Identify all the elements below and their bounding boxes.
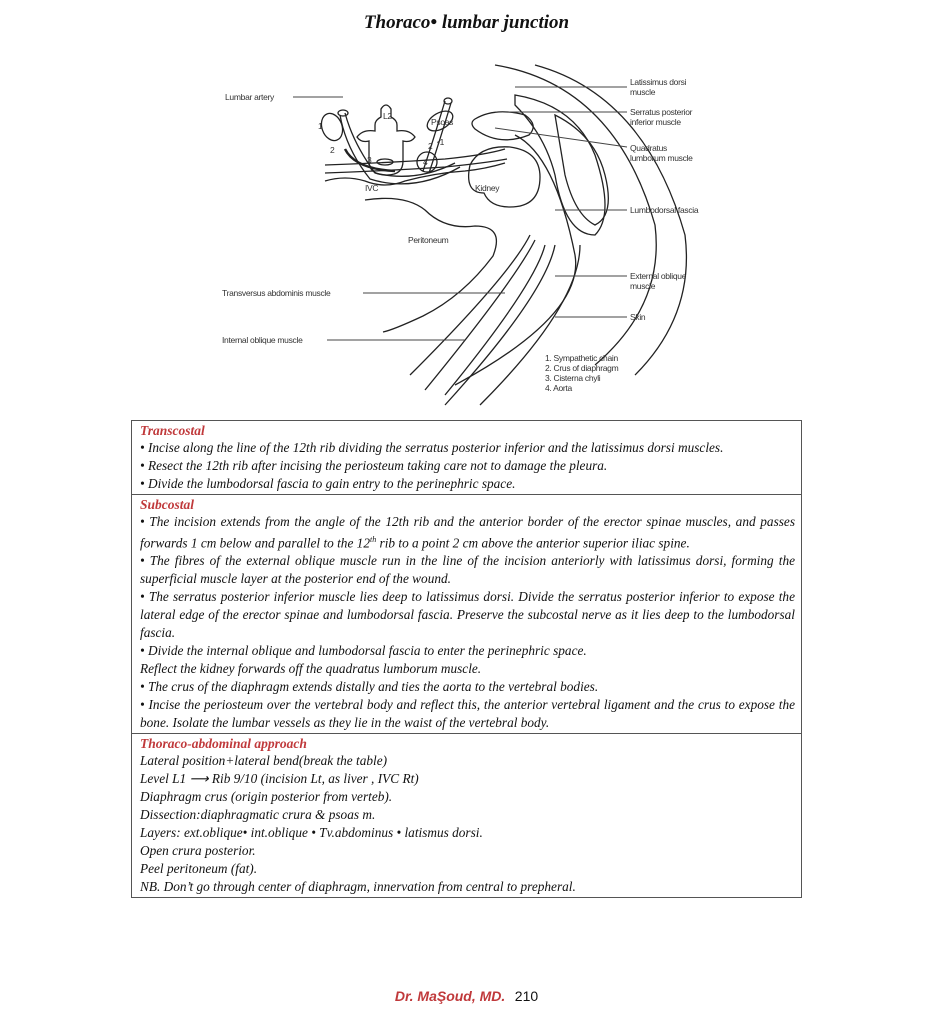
kidney-shape <box>469 147 540 207</box>
page-title: Thoraco• lumbar junction <box>363 12 570 33</box>
legend-item: 2. Crus of diaphragm <box>545 363 619 373</box>
label-quadratus-2: lumborum muscle <box>630 153 693 163</box>
label-n3: 3 <box>367 155 372 165</box>
page-number: 210 <box>514 988 539 1004</box>
bullet-line: • Divide the lumbodorsal fascia to gain entry to the perinephric space. <box>140 476 516 491</box>
text-line: Reflect the kidney forwards off the quadratus lumborum muscle. <box>140 661 482 677</box>
text-line: Dissection:diaphragmatic crura & psoas m. <box>140 807 376 823</box>
text-line: Open crura posterior. <box>140 843 256 859</box>
label-psoas: Psoas <box>431 117 454 127</box>
author-name: Dr. MaŞoud, MD. <box>394 988 506 1004</box>
label-peritoneum: Peritoneum <box>408 235 449 245</box>
bullet-line: • Resect the 12th rib after incising the periosteum taking care not to damage the pleura. <box>140 458 608 473</box>
section-heading: Subcostal <box>140 497 195 512</box>
section-heading: Transcostal <box>140 423 205 438</box>
label-n1b: •1 <box>437 137 445 147</box>
label-lumbar-artery: Lumbar artery <box>225 92 275 102</box>
label-latissimus: Latissimus dorsi <box>630 77 687 87</box>
label-kidney: Kidney <box>475 183 500 193</box>
label-n1: 1 <box>318 121 323 131</box>
text-line: Layers: ext.oblique• int.oblique • Tv.abdominus • latismus dorsi. <box>140 825 483 841</box>
bullet-line: • Incise the periosteum over the vertebral body and reflect this, the anterior vertebral ligament and the crus to expose the bone. Isolate the lumbar vessels as they lie in the waist of the vertebral body. <box>140 697 795 731</box>
legend-item: 1. Sympathetic chain <box>545 353 618 363</box>
approach-table <box>131 420 802 898</box>
label-serratus-2: inferior muscle <box>630 117 681 127</box>
bullet-line: • Divide the internal oblique and lumbodorsal fascia to enter the perinephric space. <box>140 643 587 659</box>
page-footer <box>0 988 933 1006</box>
label-skin: Skin <box>630 312 646 322</box>
cross-section-illustration <box>215 55 735 415</box>
superscript: th <box>369 535 377 544</box>
label-ivc: IVC <box>365 183 379 193</box>
text-run: • The incision extends from the angle of the 12th rib and the anterior border of the erector spinae muscles, and passes forwards 1 cm below and parallel to the 12 <box>140 514 795 551</box>
bullet-line: • The crus of the diaphragm extends distally and ties the aorta to the vertebral bodies. <box>140 679 599 695</box>
label-latissimus-2: muscle <box>630 87 656 97</box>
label-internal-oblique: Internal oblique muscle <box>222 335 303 345</box>
text-line: Diaphragm crus (origin posterior from verteb). <box>140 789 393 805</box>
text-run: rib to a point 2 cm above the anterior superior iliac spine. <box>376 535 690 551</box>
label-n4: 4 <box>423 157 428 167</box>
bullet-line: • The serratus posterior inferior muscle lies deep to latissimus dorsi. Divide the serratus posterior inferior to expose the lateral edge of the erector spinae and lumbodorsal fascia. Preserve the subcostal nerve as it lies deep to the lumbodorsal fascia. <box>140 589 795 641</box>
label-n2: 2 <box>330 145 335 155</box>
bullet-line: • Incise along the line of the 12th rib dividing the serratus posterior inferior and the latissimus dorsi muscles. <box>140 440 724 455</box>
section-thoraco-abdominal <box>132 734 801 897</box>
label-n2b: 2 <box>428 141 433 151</box>
section-heading: Thoraco-abdominal approach <box>140 736 307 752</box>
text-line: Peel peritoneum (fat). <box>140 861 258 877</box>
text-line: NB. Don’t go through center of diaphragm, innervation from central to prepheral. <box>140 879 576 895</box>
label-external-oblique: External oblique <box>630 271 687 281</box>
label-quadratus: Quadratus <box>630 143 667 153</box>
anatomy-diagram <box>215 55 735 415</box>
section-subcostal <box>132 495 801 734</box>
legend-item: 4. Aorta <box>545 383 572 393</box>
label-lumbodorsal: Lumbodorsal fascia <box>630 205 699 215</box>
text-line: Lateral position+lateral bend(break the table) <box>140 753 388 769</box>
text-line: Level L1 ⟶ Rib 9/10 (incision Lt, as liver , IVC Rt) <box>140 771 419 787</box>
bullet-line: • The fibres of the external oblique muscle run in the line of the incision anteriorly with latissimus dorsi, forming the superficial muscle layer at the posterior end of the wound. <box>140 553 795 587</box>
label-external-oblique-2: muscle <box>630 281 656 291</box>
section-transcostal <box>132 421 801 495</box>
label-serratus: Serratus posterior <box>630 107 693 117</box>
label-l2: L2 <box>383 111 392 121</box>
bullet-line <box>140 513 795 552</box>
label-transversus: Transversus abdominis muscle <box>222 288 331 298</box>
legend-item: 3. Cisterna chyli <box>545 373 601 383</box>
